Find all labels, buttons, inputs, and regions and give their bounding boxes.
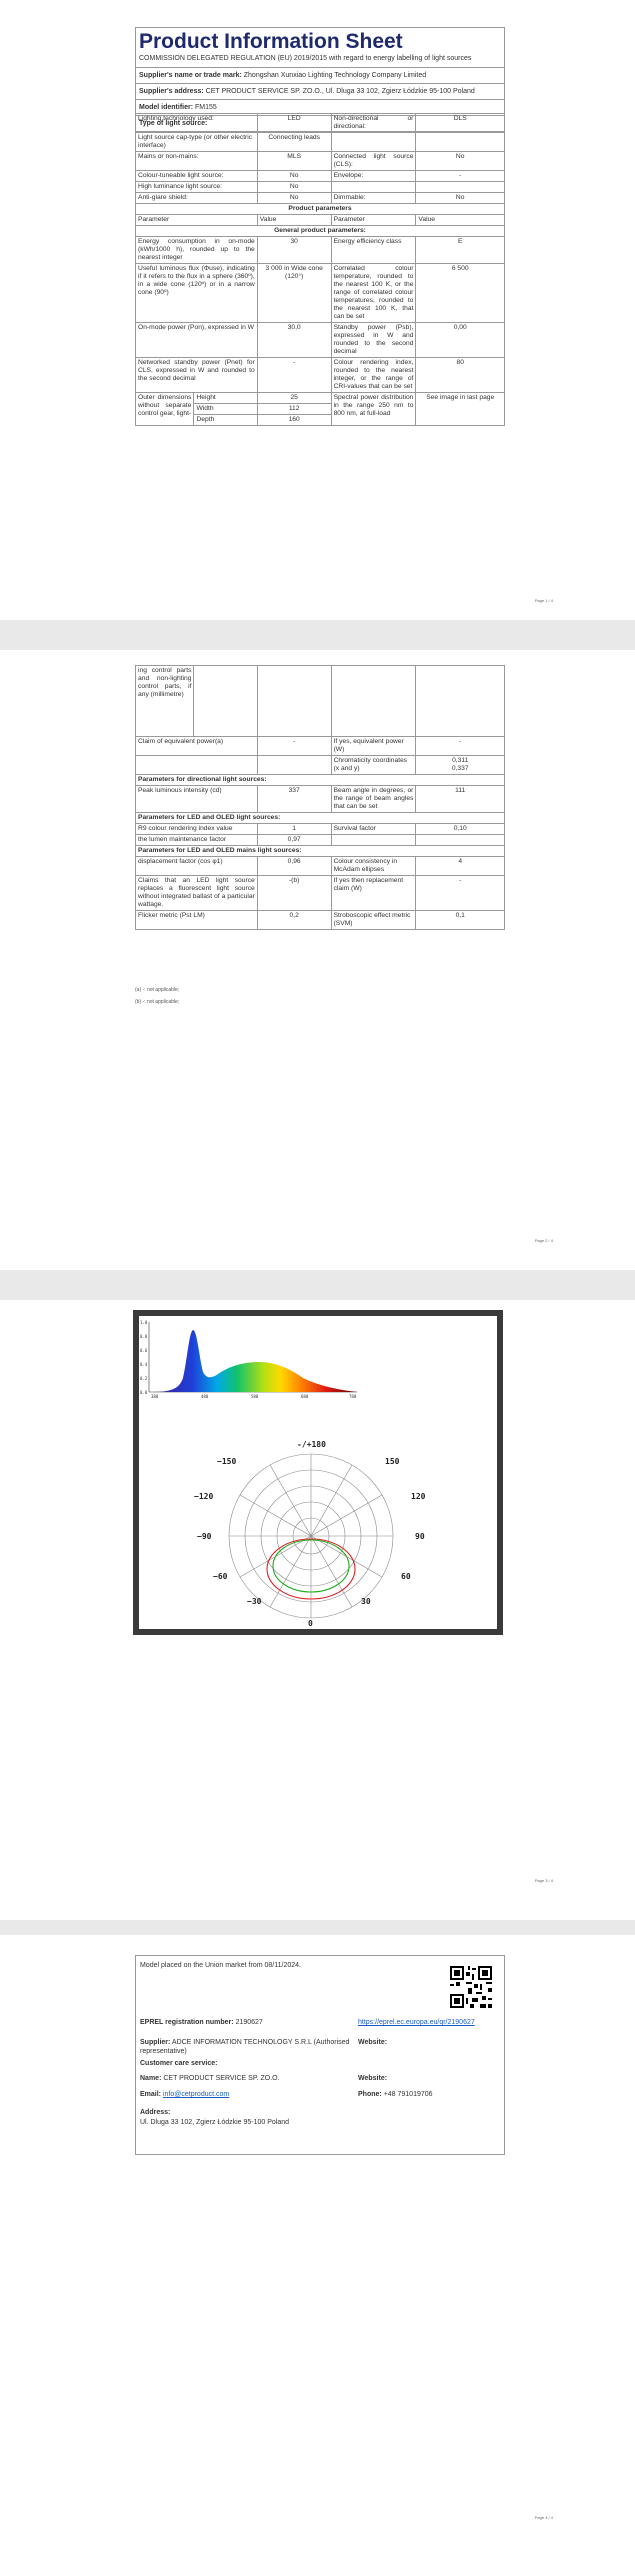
cell: 111 <box>416 786 505 813</box>
cell <box>331 133 416 152</box>
table-row <box>136 756 505 775</box>
cell: - <box>257 358 331 393</box>
y-tick-label: 1.0 <box>140 1320 148 1325</box>
supplier-address: CET PRODUCT SERVICE SP. ZO.O., Ul. Dluga 33 102, Zgierz Łódzkie 95-100 Poland <box>205 88 475 95</box>
column-header: Parameter <box>331 215 416 226</box>
cell: Beam angle in degrees, or the range of beam angles that can be set <box>331 786 416 813</box>
cell: - <box>416 876 505 911</box>
eprel-label: EPREL registration number: <box>140 2019 234 2026</box>
address-label: Address: <box>140 2109 171 2116</box>
dim-name: Depth <box>194 415 257 426</box>
cell: See image in last page <box>416 393 505 426</box>
supplier-label: Supplier: <box>140 2039 171 2046</box>
y-tick-label: 0.0 <box>140 1390 148 1395</box>
polar-label: 120 <box>411 1492 426 1501</box>
cell: 0,10 <box>416 824 505 835</box>
supplier-address-row <box>136 84 504 100</box>
cell: Envelope: <box>331 171 416 182</box>
cell: 80 <box>416 358 505 393</box>
cell: Networked standby power (Pnet) for CLS, expressed in W and rounded to the second decimal <box>136 358 258 393</box>
polar-label: −60 <box>213 1572 228 1581</box>
cell: If yes, equivalent power (W) <box>331 737 416 756</box>
dimensions-values <box>257 393 331 426</box>
cell: 0,2 <box>257 911 331 930</box>
cell: Stroboscopic effect metric (SVM) <box>331 911 416 930</box>
cell: On-mode power (Pon), expressed in W <box>136 323 258 358</box>
y-tick-label: 0.2 <box>140 1376 148 1381</box>
spectrum-and-polar-chart <box>139 1316 497 1629</box>
dimensions-label: Outer dimensions without separate control gear, light- <box>136 393 194 425</box>
cell <box>331 666 416 737</box>
polar-diagram <box>229 1454 393 1618</box>
x-tick-label: 580 <box>251 1394 259 1399</box>
cell <box>257 666 331 737</box>
table-row <box>136 182 505 193</box>
table-row <box>136 666 505 737</box>
market-placement-text: Model placed on the Union market from 08/11/2024. <box>140 1962 301 1969</box>
cell: Colour-tuneable light source: <box>136 171 258 182</box>
address-value: Ul. Dluga 33 102, Zgierz Łódzkie 95-100 Poland <box>140 2119 290 2126</box>
cell: No <box>257 182 331 193</box>
website2-label: Website: <box>358 2075 388 2082</box>
supplier-line <box>140 2038 350 2056</box>
cell: the lumen maintenance factor <box>136 835 258 846</box>
cell: Correlated colour temperature, rounded to the nearest 100 K, or the range of correlated colour temperatures, rounded to the nearest 100 K, that can be set <box>331 264 416 323</box>
supplier-name: Zhongshan Xunxiao Lighting Technology Company Limited <box>243 72 427 79</box>
polar-label: −120 <box>194 1492 214 1501</box>
table-row <box>136 846 505 857</box>
cell: Anti-glare shield: <box>136 193 258 204</box>
type-label: Type of light source: <box>139 120 208 127</box>
section-heading: Product parameters <box>136 204 505 215</box>
cell: MLS <box>257 152 331 171</box>
cell: LED <box>257 114 331 133</box>
cell <box>136 756 258 775</box>
cell: 0,00 <box>416 323 505 358</box>
cell: R9 colour rendering index value <box>136 824 258 835</box>
page-number: Page 3 / 4 <box>534 1878 553 1883</box>
supplier-address-label: Supplier's address: <box>139 88 204 95</box>
page-2 <box>0 650 635 1270</box>
cell <box>416 666 505 737</box>
email-line <box>140 2090 229 2099</box>
cell: No <box>416 152 505 171</box>
parameters-table-continued <box>135 665 505 930</box>
cell: Claims that an LED light source replaces a fluorescent light source without integrated ballast of a particular wattage. <box>136 876 258 911</box>
website-label: Website: <box>358 2039 388 2046</box>
cell: Colour rendering index, rounded to the nearest integer, or the range of CRI-values that can be set <box>331 358 416 393</box>
spectrum-curve <box>151 1330 357 1392</box>
table-row <box>136 824 505 835</box>
x-tick-label: 780 <box>349 1394 357 1399</box>
cell: 0,311 0,337 <box>416 756 505 775</box>
regulation-text: COMMISSION DELEGATED REGULATION (EU) 2019/2015 with regard to energy labelling of light sources <box>136 54 504 68</box>
dim-value: 112 <box>258 404 331 415</box>
phone-line <box>358 2090 433 2099</box>
table-row <box>136 835 505 846</box>
cell: Connected light source (CLS): <box>331 152 416 171</box>
cell: No <box>257 193 331 204</box>
cell: Dimmable: <box>331 193 416 204</box>
light-source-table <box>135 113 505 426</box>
cell: - <box>257 737 331 756</box>
cell: 6 500 <box>416 264 505 323</box>
table-row <box>136 775 505 786</box>
y-tick-label: 0.8 <box>140 1334 148 1339</box>
cell <box>416 182 505 193</box>
cell: Useful luminous flux (Φuse), indicating if it refers to the flux in a sphere (360º), in a wide cone (120º) or in a narrow cone (90º) <box>136 264 258 323</box>
cell: DLS <box>416 114 505 133</box>
polar-label: 30 <box>361 1597 371 1606</box>
cell: displacement factor (cos φ1) <box>136 857 258 876</box>
cell <box>257 756 331 775</box>
name-value: CET PRODUCT SERVICE SP. ZO.O. <box>163 2075 280 2082</box>
website-line <box>358 2038 387 2047</box>
cell: E <box>416 237 505 264</box>
polar-label: 0 <box>308 1619 313 1628</box>
table-row <box>136 737 505 756</box>
table-row <box>136 358 505 393</box>
cell: Standby power (Psb), expressed in W and rounded to the second decimal <box>331 323 416 358</box>
page-number: Page 4 / 4 <box>534 2515 553 2520</box>
address-line <box>140 2108 170 2117</box>
cell: Connecting leads <box>257 133 331 152</box>
table-row <box>136 171 505 182</box>
name-line <box>140 2074 280 2083</box>
qr-code-icon <box>448 1964 494 2010</box>
cell: 30 <box>257 237 331 264</box>
cell: 3 000 in Wide cone (120°) <box>257 264 331 323</box>
table-row <box>136 813 505 824</box>
table-row <box>136 152 505 171</box>
page-number: Page 1 / 4 <box>534 598 553 603</box>
cell: Flicker metric (Pst LM) <box>136 911 258 930</box>
name-label: Name: <box>140 2075 162 2082</box>
cell: - <box>416 737 505 756</box>
cell: Survival factor <box>331 824 416 835</box>
dimensions-cell <box>136 393 258 426</box>
photometric-image <box>139 1316 497 1629</box>
table-row <box>136 876 505 911</box>
cell: Energy efficiency class <box>331 237 416 264</box>
photometric-image-frame <box>133 1310 503 1635</box>
cell: High luminance light source: <box>136 182 258 193</box>
eprel-box <box>135 1955 505 2155</box>
table-row <box>136 237 505 264</box>
polar-label: 90 <box>415 1532 425 1541</box>
cell: Claim of equivalent power(a) <box>136 737 258 756</box>
polar-label: −150 <box>217 1457 237 1466</box>
table-row <box>136 133 505 152</box>
cell: - <box>416 171 505 182</box>
cell: 4 <box>416 857 505 876</box>
page-number: Page 2 / 4 <box>534 1238 553 1243</box>
cell: Non-directional or directional: <box>331 114 416 133</box>
footnote-b: (b) -: not applicable; <box>135 999 180 1005</box>
column-header: Value <box>257 215 331 226</box>
dim-value: 160 <box>288 416 300 423</box>
cell: -(b) <box>257 876 331 911</box>
x-tick-label: 680 <box>301 1394 309 1399</box>
cell <box>331 835 416 846</box>
y-tick-label: 0.6 <box>140 1348 148 1353</box>
x-tick-label: 480 <box>201 1394 209 1399</box>
eprel-number: 2190627 <box>235 2019 263 2026</box>
dim-name: Height <box>194 393 257 404</box>
table-row <box>136 204 505 215</box>
cell: Mains or non-mains: <box>136 152 258 171</box>
table-row <box>136 226 505 237</box>
customer-service-heading: Customer care service: <box>140 2060 218 2067</box>
table-row <box>136 264 505 323</box>
eprel-registration <box>140 2018 263 2027</box>
cell: 0,1 <box>416 911 505 930</box>
supplier-name-label: Supplier's name or trade mark: <box>139 72 242 79</box>
email-label: Email: <box>140 2091 162 2098</box>
dim-name: Width <box>194 404 257 415</box>
email-link[interactable]: info@cetproduct.com <box>162 2091 230 2098</box>
cell <box>331 182 416 193</box>
section-heading: Parameters for directional light sources: <box>136 775 505 786</box>
polar-label: 150 <box>385 1457 400 1466</box>
table-row <box>136 911 505 930</box>
dim-value: 25 <box>258 393 331 404</box>
phone-label: Phone: <box>358 2091 382 2098</box>
cell <box>416 835 505 846</box>
page-title: Product Information Sheet <box>139 30 403 53</box>
column-header: Parameter <box>136 215 258 226</box>
model-identifier: FM155 <box>195 104 217 111</box>
column-header: Value <box>416 215 505 226</box>
eprel-link[interactable]: https://eprel.ec.europa.eu/qr/2190627 <box>358 2019 475 2026</box>
cell <box>416 133 505 152</box>
cell: Colour consistency in McAdam ellipses <box>331 857 416 876</box>
website2-line <box>358 2074 387 2083</box>
phone-value: +48 791019706 <box>383 2091 433 2098</box>
cell: 0,97 <box>257 835 331 846</box>
cell: Lighting technology used: <box>136 114 258 133</box>
footnote-a: (a) -: not applicable; <box>135 987 180 993</box>
cell: 30,0 <box>257 323 331 358</box>
table-row <box>136 857 505 876</box>
polar-label: 60 <box>401 1572 411 1581</box>
cell: If yes then replacement claim (W) <box>331 876 416 911</box>
cell: Chromaticity coordinates (x and y) <box>331 756 416 775</box>
x-tick-label: 380 <box>151 1394 159 1399</box>
dimensions-label-continued: ing control parts and non-lighting control parts, if any (millimetre) <box>136 666 194 736</box>
polar-label: −90 <box>197 1532 212 1541</box>
supplier-name-row <box>136 68 504 84</box>
cell: No <box>257 171 331 182</box>
cell: No <box>416 193 505 204</box>
table-row <box>136 114 505 133</box>
section-heading: Parameters for LED and OLED light sources: <box>136 813 505 824</box>
table-row <box>136 193 505 204</box>
section-heading: General product parameters: <box>136 226 505 237</box>
y-tick-label: 0.4 <box>140 1362 148 1367</box>
table-row <box>136 393 505 426</box>
table-row <box>136 323 505 358</box>
section-heading: Parameters for LED and OLED mains light sources: <box>136 846 505 857</box>
cell: 1 <box>257 824 331 835</box>
table-header-row <box>136 215 505 226</box>
cell: Peak luminous intensity (cd) <box>136 786 258 813</box>
cell: 0,96 <box>257 857 331 876</box>
dimensions-cell <box>136 666 258 737</box>
polar-label: −30 <box>247 1597 262 1606</box>
supplier-value: ADCE INFORMATION TECHNOLOGY S.R.L (Authorised representative) <box>140 2039 350 2055</box>
polar-label: -/+180 <box>297 1440 326 1449</box>
cell: Spectral power distribution in the range 250 nm to 800 nm, at full-load <box>331 393 416 426</box>
cell: Light source cap-type (or other electric interface) <box>136 133 258 152</box>
table-row <box>136 786 505 813</box>
cell: 337 <box>257 786 331 813</box>
model-label: Model identifier: <box>139 104 194 111</box>
cell: Energy consumption in on-mode (kWh/1000 h), rounded up to the nearest integer <box>136 237 258 264</box>
page-1 <box>0 0 635 620</box>
